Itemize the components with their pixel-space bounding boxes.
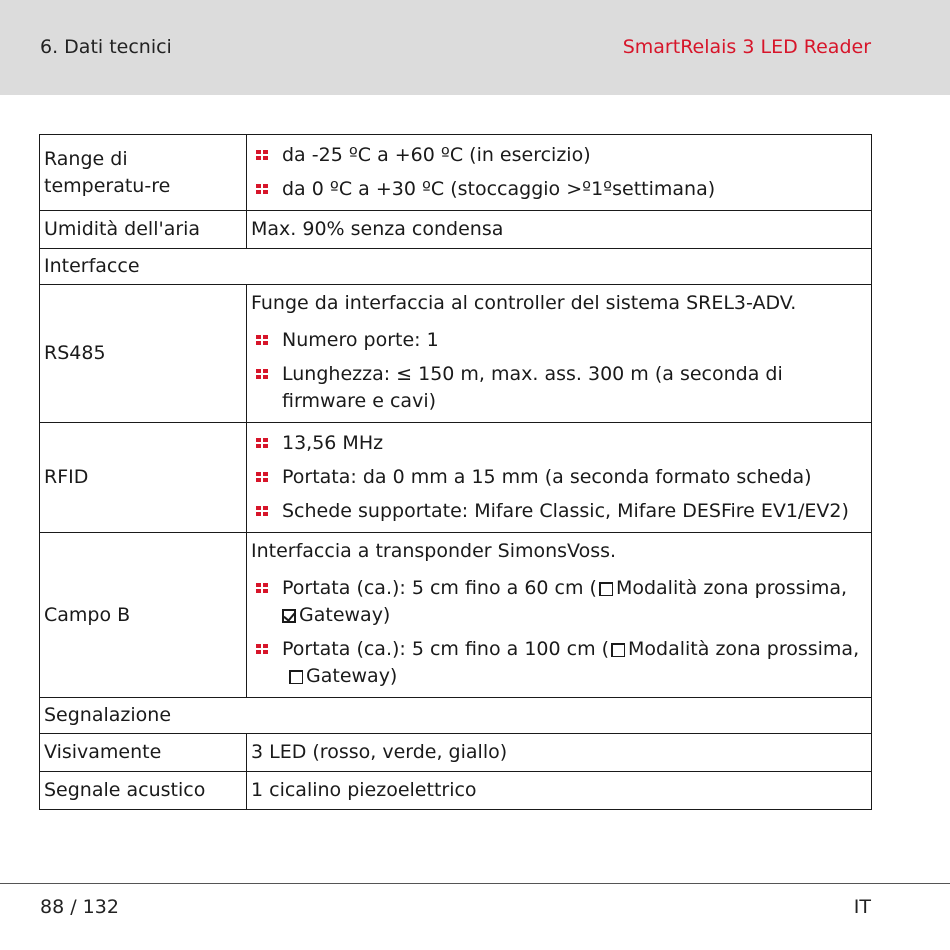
row-label: RS485 <box>40 285 247 423</box>
section-title: 6. Dati tecnici <box>40 36 172 58</box>
bullet-icon <box>256 184 269 195</box>
row-value: 1 cicalino piezoelettrico <box>247 772 872 810</box>
row-value: 3 LED (rosso, verde, giallo) <box>247 734 872 772</box>
table-row <box>40 698 872 734</box>
bullet-icon <box>256 150 269 161</box>
technical-data-table <box>39 134 872 810</box>
bullet-icon <box>256 506 269 517</box>
temperature-label: Range di temperatu-re <box>44 147 171 197</box>
language-code: IT <box>853 896 871 918</box>
table-row <box>40 211 872 249</box>
unchecked-checkbox-icon <box>599 582 613 596</box>
page-number: 88 / 132 <box>40 896 119 918</box>
list-item: Numero porte: 1 <box>251 327 867 354</box>
list-item: Portata (ca.): 5 cm fino a 100 cm ( Modalità zona prossima,Gateway) <box>251 636 867 690</box>
row-intro: Interfaccia a transponder SimonsVoss. <box>251 540 617 562</box>
row-intro: Funge da interfaccia al controller del sistema SREL3-ADV. <box>251 292 797 314</box>
page-header <box>0 0 950 95</box>
row-value <box>247 423 872 533</box>
list-item: da -25 ºC a +60 ºC (in esercizio) <box>251 142 867 169</box>
product-name: SmartRelais 3 LED Reader <box>622 36 871 58</box>
list-item: Portata (ca.): 5 cm fino a 60 cm ( Modalità zona prossima, Gateway) <box>251 575 867 629</box>
section-heading: Interfacce <box>40 249 872 285</box>
table-row <box>40 135 872 211</box>
table-row <box>40 734 872 772</box>
list-item: Schede supportate: Mifare Classic, Mifare DESFire EV1/EV2) <box>251 498 867 525</box>
unchecked-checkbox-icon <box>611 643 625 657</box>
bullet-icon <box>256 583 269 594</box>
table-row <box>40 533 872 698</box>
row-label: Segnale acustico <box>40 772 247 810</box>
row-label: Visivamente <box>40 734 247 772</box>
row-value: Max. 90% senza condensa <box>247 211 872 249</box>
row-value <box>247 285 872 423</box>
bullet-icon <box>256 335 269 346</box>
row-label: Campo B <box>40 533 247 698</box>
list-item: 13,56 MHz <box>251 430 867 457</box>
bullet-icon <box>256 644 269 655</box>
row-label <box>40 135 247 211</box>
table-row <box>40 423 872 533</box>
section-heading: Segnalazione <box>40 698 872 734</box>
list-item: Portata: da 0 mm a 15 mm (a seconda formato scheda) <box>251 464 867 491</box>
checked-checkbox-icon <box>282 609 296 623</box>
bullet-icon <box>256 472 269 483</box>
unchecked-checkbox-icon <box>289 670 303 684</box>
table-row <box>40 285 872 423</box>
row-value <box>247 533 872 698</box>
footer-divider <box>0 883 950 884</box>
row-label: RFID <box>40 423 247 533</box>
bullet-icon <box>256 438 269 449</box>
list-item: da 0 ºC a +30 ºC (stoccaggio >º1ºsettimana) <box>251 176 867 203</box>
list-item: Lunghezza: ≤ 150 m, max. ass. 300 m (a seconda di firmware e cavi) <box>251 361 867 415</box>
row-value <box>247 135 872 211</box>
bullet-icon <box>256 369 269 380</box>
table-row <box>40 772 872 810</box>
row-label: Umidità dell'aria <box>40 211 247 249</box>
table-row <box>40 249 872 285</box>
